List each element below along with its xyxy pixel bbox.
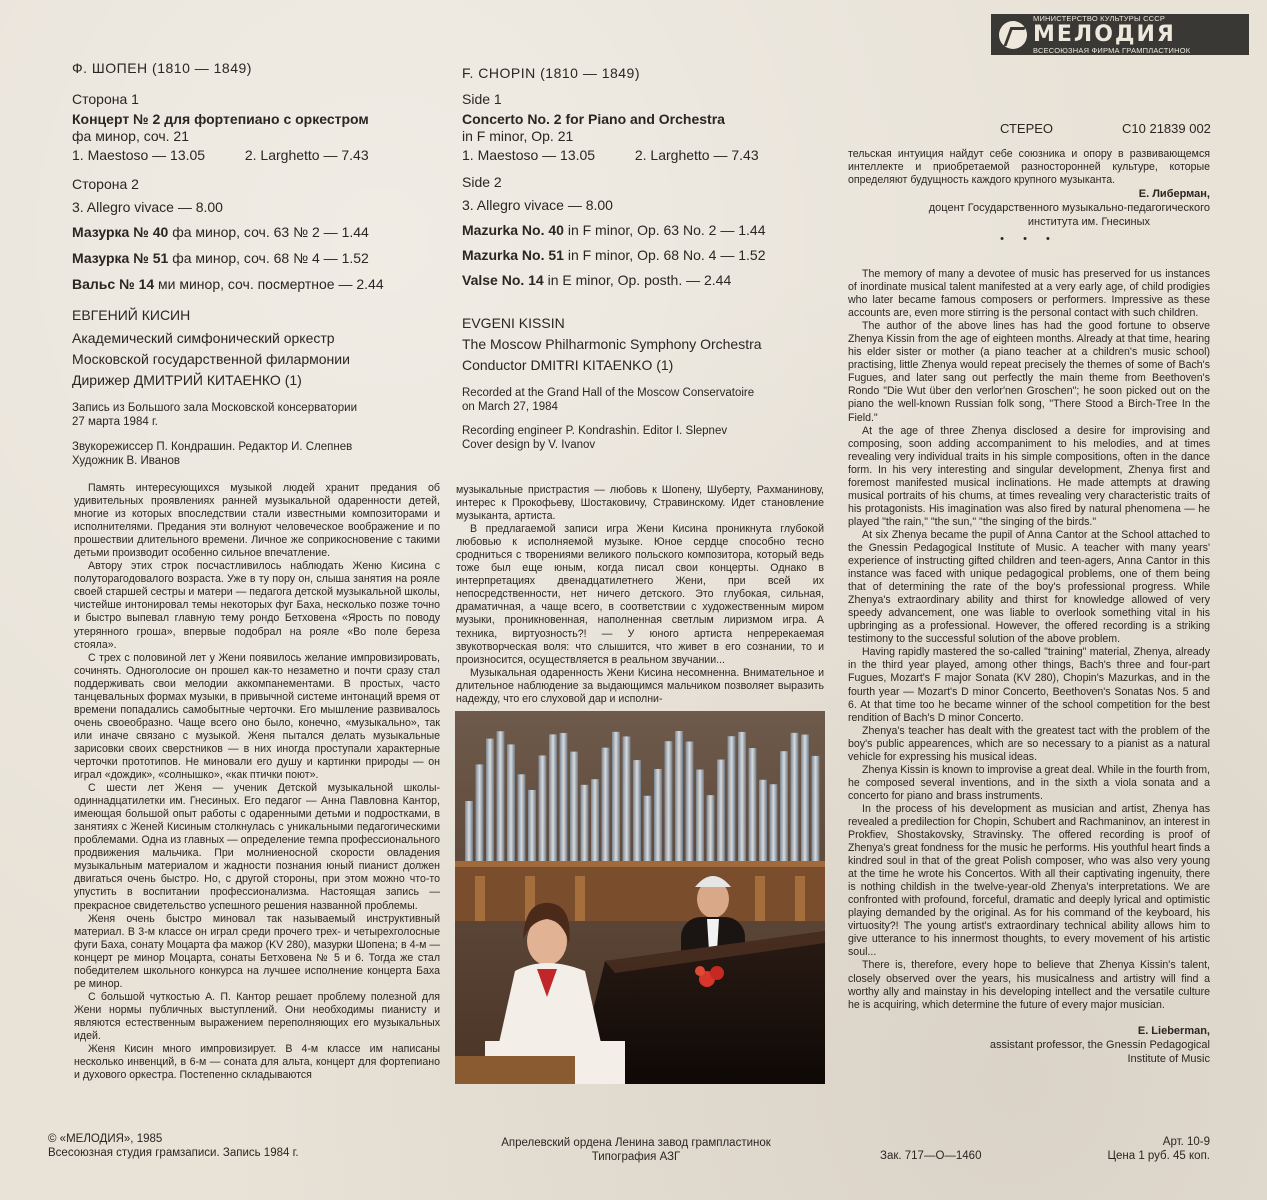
ru-composer: Ф. ШОПЕН (1810 — 1849) [72, 60, 252, 76]
ru-author-title-1: доцент Государственного музыкально-педагогического [928, 202, 1210, 215]
en-side2: Side 2 [462, 174, 502, 190]
ru-notes-paragraph: Память интересующихся музыкой людей хранит предания об удивительных проявлениях ранней музыкальной одаренности детей, многие из которых впоследствии стали известными композиторами и исполнителями. Предания эти волнуют человеческое воображение и по прошествии длительного времени. Личное же соприкосновение с такими детьми производит особенно сильное впечатление. [74, 482, 440, 560]
organ-pipe [686, 741, 694, 861]
organ-pipe [696, 770, 704, 861]
organ-pipe [581, 785, 589, 861]
en-composer: F. CHOPIN (1810 — 1849) [462, 65, 641, 81]
organ-pipe [591, 779, 599, 861]
en-liner-notes [848, 268, 1210, 1066]
logo-ministry: МИНИСТЕРСТВО КУЛЬТУРЫ СССР [1033, 14, 1166, 23]
ru-liner-notes-2 [456, 484, 824, 706]
ru-mazurka-40 [72, 222, 452, 243]
ru-author-name: Е. Либерман, [1138, 188, 1210, 201]
concert-photo-illustration [455, 711, 825, 1084]
en-notes-paragraph: There is, therefore, every hope to believe that Zhenya Kissin's talent, closely observed over the years, his musicalness and artistry will find a worthy ally and mainstay in his developing intellect and the versatile culture he is acquiring, which determine the future of every major musician. [848, 959, 1210, 1011]
ru-maz40-rest: фа минор, соч. 63 № 2 — 1.44 [168, 224, 369, 240]
price: Цена 1 руб. 45 коп. [1107, 1150, 1210, 1162]
organ-pipe [759, 780, 767, 861]
organ-pipe [465, 801, 473, 861]
en-concerto-title: Concerto No. 2 for Piano and Orchestra [462, 111, 725, 127]
organ-pipe [675, 731, 683, 861]
en-recording-1: Recorded at the Grand Hall of the Moscow Conservatoire [462, 387, 755, 399]
organ-pipe [738, 732, 746, 861]
separator-dots: • • • [1000, 233, 1058, 246]
en-recording-2: on March 27, 1984 [462, 401, 558, 413]
en-author-name: E. Lieberman, [1137, 1024, 1210, 1037]
en-credits-2: Cover design by V. Ivanov [462, 439, 596, 451]
catalog-number: С10 21839 002 [1122, 121, 1211, 136]
studio-note: Всесоюзная студия грамзаписи. Запись 1984 г. [48, 1147, 299, 1159]
ru-side2: Сторона 2 [72, 176, 139, 192]
en-maz51-rest: in F minor, Op. 68 No. 4 — 1.52 [563, 247, 766, 263]
ru-notes2-paragraph: Музыкальная одаренность Жени Кисина несомненна. Внимательное и длительное наблюдение за выдающимся мальчиком позволяет выразить надежду, что его слуховой дар и исполни- [456, 666, 824, 705]
ru-mazurka-51 [72, 248, 452, 269]
en-notes-paragraphs [848, 268, 1210, 1012]
ru-pianist: ЕВГЕНИЙ КИСИН [72, 307, 191, 323]
ru-notes-paragraphs [74, 482, 440, 1082]
organ-pipe [602, 748, 610, 861]
en-orchestra: The Moscow Philharmonic Symphony Orchestra [462, 336, 762, 352]
ru-recording-2: 27 марта 1984 г. [72, 416, 158, 428]
organ-pipe [717, 760, 725, 861]
footer-left [48, 1132, 299, 1160]
art-number: Арт. 10-9 [1162, 1136, 1210, 1148]
organ-pipe [476, 764, 484, 861]
ru-notes-paragraph: С большой чуткостью А. П. Кантор решает проблему полезной для Жени нормы публичных выступлений. Они необходимы пианисту и являются естественным выражением переполняющих его музыкальных идей. [74, 990, 440, 1042]
organ-pipe [497, 731, 505, 861]
organ-pipe [570, 752, 578, 861]
organ-pipe [528, 790, 536, 861]
organ-pipe [560, 733, 568, 861]
ru-maz40-title: Мазурка № 40 [72, 224, 169, 240]
ru-notes-paragraph: С шести лет Женя — ученик Детской музыкальной школы-одиннадцатилетки им. Гнесиных. Его педагог — Анна Павловна Кантор, имеющая большой опыт работы с одаренными детьми и подростками, в занятиях с Женей Кисиным столкнулась с уникальными педагогическими проблемами. Одна из главных — определение темпа профессионального продвижения мальчика. При молниеносной скорости овладения музыкальным материалом и жадности познания юный пианист должен двигаться очень быстро. Но, с другой стороны, при этом можно что-то упустить в воспитании профессионализма. Настоящая запись — прекрасное свидетельство успешного решения названной проблемы. [74, 782, 440, 912]
organ-pipe [518, 774, 526, 861]
logo-brand: МЕЛОДИЯ [1033, 21, 1176, 47]
ru-mvt3: 3. Allegro vivace — 8.00 [72, 199, 223, 215]
copyright: © «МЕЛОДИЯ», 1985 [48, 1133, 163, 1145]
en-mazurka-40 [462, 220, 842, 241]
ru-side1: Сторона 1 [72, 91, 139, 107]
ru-orchestra-1: Академический симфонический оркестр [72, 330, 335, 346]
en-notes-paragraph: The author of the above lines has had the good fortune to observe Zhenya Kissin from the age of eighteen months. Already at that time, hearing his elder sister or mother (a piano teacher at a children's music school) practising, little Zhenya would repeat precisely the themes of some of Bach's Fugues, and later sang out perfectly the main theme from Beethoven's Rondo "Die Wut über den verlor'nen Groschen"; he soon picked out on the piano the well-known Russian folk song, "There Stood a Birch-Tree In the Field." [848, 320, 1210, 424]
ru-concerto-title: Концерт № 2 для фортепиано с оркестром [72, 111, 369, 127]
ru-mvt1: 1. Maestoso — 13.05 [72, 147, 206, 163]
footer-right [1106, 1135, 1210, 1163]
ru-valse-rest: ми минор, соч. посмертное — 2.44 [154, 276, 384, 292]
organ-pipe [665, 741, 673, 861]
en-notes-paragraph: At six Zhenya became the pupil of Anna Cantor at the School attached to the Gnessin Pedagogical Institute of Music. A teacher with many years' experience of instructing gifted children and teen-agers, Anna Cantor in this instance was faced with unique pedagogical problems, one of them being that of determining the rate of the boy's professional progress. While Zhenya's extraordinary ability and thirst for knowledge allowed of very speedy advancement, one was liable to overlook something vital in his upbringing as a professional. However, the offered recording is a striking testimony to the successful solution of the above problem. [848, 528, 1210, 646]
ru-maz51-rest: фа минор, соч. 68 № 4 — 1.52 [168, 250, 369, 266]
en-mvt2: 2. Larghetto — 7.43 [634, 147, 759, 163]
organ-pipe [549, 734, 557, 861]
ru-liner-notes [74, 482, 440, 1082]
order-number [880, 1149, 981, 1163]
ru-notes-paragraph: С трех с половиной лет у Жени появилось желание импровизировать, сочинять. Одноголосие он прошел как-то незаметно и почти сразу стал поддерживать свои мелодии аккомпанементами. В простых, часто танцевальных формах музыки, в привычной системе интонаций время от времени попадались самобытные черточки. Его мышление развивалось очень своеобразно. Чаще всего оно было, конечно, «музыкально», так или иначе связано с музыкой. Женя пытался делать музыкальные зарисовки своих сверстников — в них иногда проступали характерные черточки прототипов. Не миновали его душу и картинки природы — он играл «дождик», «солнышко», «как птички поют». [74, 651, 440, 782]
english-tracklist [462, 63, 842, 452]
ru-notes-paragraph: Автору этих строк посчастливилось наблюдать Женю Кисина с полуторагодовалого возраста. Уже в ту пору он, слыша занятия на рояле своей старшей сестры и матери — педагога детской музыкальной школы, чистейше интонировал темы некоторых фуг Баха, несколько позже точно и быстро выпевал главную тему рондо Бетховена «Ярость по поводу утерянного гроша», впервые подобрал на рояле «Во поле береза стояла». [74, 560, 440, 651]
ru-credits-1: Звукорежиссер П. Кондрашин. Редактор И. Слепнев [72, 441, 353, 453]
ru-valse-title: Вальс № 14 [72, 276, 155, 292]
en-valse-rest: in E minor, Op. posth. — 2.44 [543, 272, 732, 288]
en-mazurka-51 [462, 245, 842, 266]
ru-orchestra-2: Московской государственной филармонии [72, 351, 350, 367]
organ-pipe [791, 733, 799, 861]
en-mvt3: 3. Allegro vivace — 8.00 [462, 197, 613, 213]
en-maz40-title: Mazurka No. 40 [462, 222, 564, 238]
organ-pipe [644, 796, 652, 861]
organ-pipe [623, 736, 631, 861]
ru-notes-paragraphs-2 [456, 484, 824, 706]
en-movements-side1 [462, 145, 842, 166]
en-notes-paragraph: Having rapidly mastered the so-called "training" material, Zhenya, already in the third year played, among other things, Bach's three and four-part Fugues, Mozart's F major Sonata (KV 280), Chopin's Mazurkas, and in the fourth year — Mozart's D minor Concerto, Beethoven's Sonatas Nos. 5 and 6. At that time too he became winner of the school competition for the best rendition of Bach's D minor Concerto. [848, 646, 1210, 724]
russian-tracklist [72, 58, 452, 468]
en-author-title-1: assistant professor, the Gnessin Pedagogical [989, 1038, 1210, 1051]
en-valse-title: Valse No. 14 [462, 272, 544, 288]
ru-conductor: Дирижер ДМИТРИЙ КИТАЕНКО (1) [72, 372, 302, 388]
en-author-title-2: Institute of Music [1127, 1052, 1210, 1065]
en-credits-1: Recording engineer P. Kondrashin. Editor I. Slepnev [462, 425, 728, 437]
en-notes-paragraph: Zhenya's teacher has dealt with the greatest tact with the problem of the boy's public appearences, which are so necessary to a pianist as a natural vehicle for expressing his musical ideas. [848, 724, 1210, 763]
organ-pipe [633, 760, 641, 861]
melodiya-logo [991, 14, 1249, 55]
organ-pipe [812, 756, 820, 861]
organ-pipe [728, 736, 736, 861]
organ-pipe [749, 748, 757, 861]
ru-author-title-2: института им. Гнесиных [1027, 216, 1150, 229]
logo-firm: ВСЕСОЮЗНАЯ ФИРМА ГРАМПЛАСТИНОК [1033, 45, 1191, 55]
organ-pipe [770, 784, 778, 861]
organ-pipe [612, 732, 620, 861]
en-maz51-title: Mazurka No. 51 [462, 247, 564, 263]
plant-note: Апрелевский ордена Ленина завод грампластинок [501, 1137, 771, 1149]
concert-photo [455, 711, 825, 1084]
ru-valse [72, 274, 452, 295]
en-notes-paragraph: In the process of his development as musician and artist, Zhenya has revealed a predilection for Chopin, Schubert and Rachmaninov, an interest in Prokfiev, Shostakovsky, Stravinsky. The offered recording is proof of Zhenya's great fondness for the music he performs. His youthful heart finds a kindred soul in that of the great Polish composer, who was also very young at the time he wrote his Concertos. With all their captivating ingenuity, there is nothing childish in the twelve-year-old Zhenya's interpretations. We are confronted with profound, forceful, dramatic and deeply lyrical and optimistic playing demanded by the original. As for his command of the keyboard, his virtuosity?! The young artist's extraordinary technical ability allows him to give utterance to his innermost thoughts, to every movement of his artistic soul... [848, 802, 1210, 959]
ru-notes2-paragraph: музыкальные пристрастия — любовь к Шопену, Шуберту, Рахманинову, интерес к Прокофьеву, Шостаковичу, Стравинскому. Идет становление музыканта, артиста. [456, 484, 824, 523]
organ-pipe [486, 739, 494, 861]
organ-pipe [539, 755, 547, 861]
ru-notes-continuation [848, 148, 1210, 251]
en-concerto-key: in F minor, Op. 21 [462, 128, 574, 144]
ru-concerto-key: фа минор, соч. 21 [72, 128, 190, 144]
ru-notes-paragraph: Женя очень быстро миновал так называемый инструктивный материал. В 3-м классе он играл среди прочего трех- и четырехголосные фуги Баха, сонату Моцарта фа мажор (KV 280), мазурки Шопена; в 4-м — концерт ре минор Моцарта, сонаты Бетховена № 5 и 6. Тогда же стал победителем школьного конкурса на лучшее исполнение концерта Баха ре минор. [74, 912, 440, 990]
en-notes-paragraph: At the age of three Zhenya disclosed a desire for improvising and composing, soon adding accompaniment to his melodies, and at times revealing very individual traits in his simple compositions, often in the dance form. In his very interesting and singular development, Zhenya first and foremost manifested musical inclinations. He made attempts at drawing musical portraits of his chums, at times revealing very characteristic traits of his protagonists. His imagination was also fired by natural phenomena — he played "the rain," "the sun," "the singing of the birds." [848, 424, 1210, 528]
en-valse [462, 270, 842, 291]
organ-pipe [507, 744, 515, 861]
print-note: Типография АЗГ [591, 1151, 681, 1163]
en-mvt1: 1. Maestoso — 13.05 [462, 147, 596, 163]
footer-center [466, 1136, 806, 1164]
organ-pipe [654, 769, 662, 861]
en-maz40-rest: in F minor, Op. 63 No. 2 — 1.44 [563, 222, 766, 238]
ru-cont-paragraph: тельская интуиция найдут себе союзника и опору в развивающемся интеллекте и приобретаемой разносторонней культуре, которые определяют будущность каждого крупного музыканта. [848, 148, 1210, 187]
en-pianist: EVGENI KISSIN [462, 315, 565, 331]
en-conductor: Conductor DMITRI KITAENKO (1) [462, 357, 674, 373]
melodiya-mark-icon [999, 21, 1027, 49]
stereo-label: СТЕРЕО [1000, 121, 1054, 136]
order-number-text: Зак. 717—О—1460 [880, 1150, 982, 1162]
organ-pipe [707, 795, 715, 861]
ru-recording-1: Запись из Большого зала Московской консерватории [72, 402, 358, 414]
ru-credits-2: Художник В. Иванов [72, 455, 181, 467]
organ-pipe [801, 735, 809, 861]
en-notes-paragraph: Zhenya Kissin is known to improvise a great deal. While in the fourth from, he composed several inventions, and in the sixth a viola sonata and a concerto for piano and brass instruments. [848, 763, 1210, 802]
en-notes-paragraph: The memory of many a devotee of music has preserved for us instances of inordinate musical talent manifested at a very early age, of child prodigies who later became famous composers or performers. Impressive as these accounts are, even more stirring is the personal contact with such children. [848, 268, 1210, 320]
organ-pipe [780, 751, 788, 861]
ru-notes-paragraph: Женя Кисин много импровизирует. В 4-м классе им написаны несколько инвенций, в 6-м — соната для альта, концерт для фортепиано и духового оркестра. Постепенно складываются [74, 1043, 440, 1082]
ru-maz51-title: Мазурка № 51 [72, 250, 169, 266]
ru-notes2-paragraph: В предлагаемой записи игра Жени Кисина проникнута глубокой любовью к исполняемой музыке. Юное сердце способно тесно сродниться с творениями великого польского композитора, который ведь тоже был еще юным, когда писал свои концерты. Однако в интерпретациях двенадцатилетнего Жени, при всей их непосредственности, нет ничего детского. Это глубокая, сильная, драматичная, а чаще всего, в соответствии с художественным миром музыки, проникновенная, наполненная светлым лиризмом игра. А техника, виртуозность?! — У юного артиста непререкаемая звукотворческая воля: что слышится, что живет в его сознании, то и произносится, осуществляется в реальном звучании... [456, 523, 824, 666]
en-side1: Side 1 [462, 91, 502, 107]
ru-movements-side1 [72, 145, 452, 166]
ru-mvt2: 2. Larghetto — 7.43 [244, 147, 369, 163]
